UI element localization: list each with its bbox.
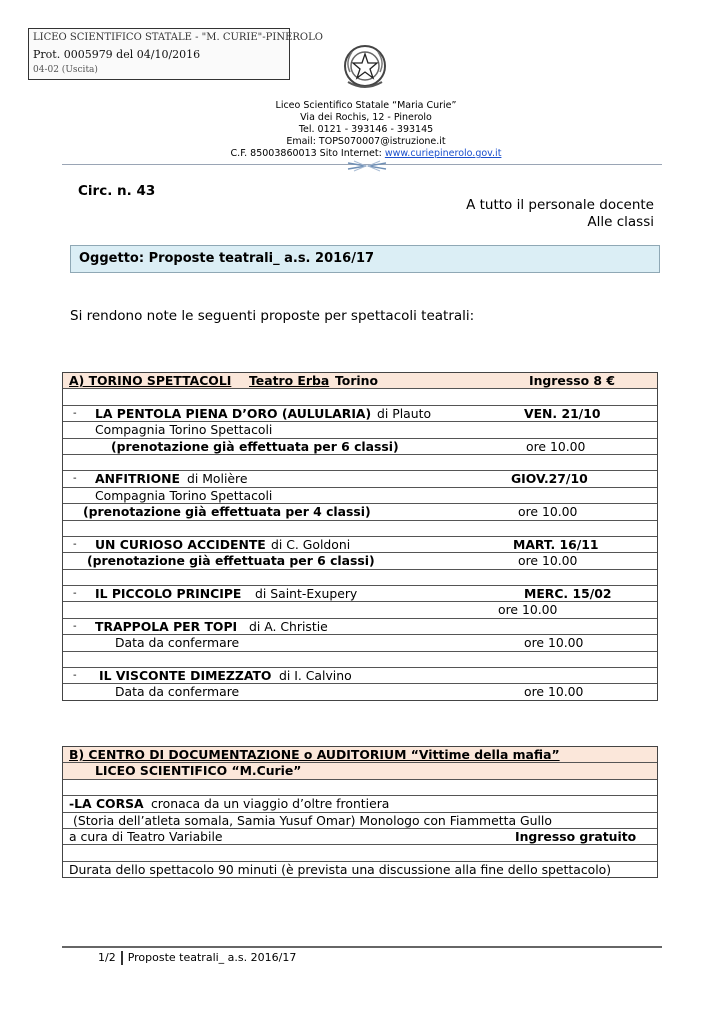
recipient-classes: Alle classi bbox=[587, 214, 654, 230]
show-company: Compagnia Torino Spettacoli bbox=[95, 422, 273, 438]
table-row bbox=[63, 455, 657, 471]
show-date: MERC. 15/02 bbox=[524, 586, 612, 602]
table-row bbox=[63, 602, 657, 618]
show-author: di C. Goldoni bbox=[271, 536, 351, 552]
table-row bbox=[63, 845, 657, 861]
circular-number: Circ. n. 43 bbox=[78, 183, 156, 199]
section-b-subtitle: LICEO SCIENTIFICO “M.Curie” bbox=[95, 763, 302, 779]
show-date: VEN. 21/10 bbox=[524, 405, 601, 421]
stamp-code: 04-02 (Uscita) bbox=[33, 65, 98, 75]
table-row: - LA PENTOLA PIENA D’ORO (AULULARIA) di Plauto VEN. 21/10 bbox=[63, 406, 657, 422]
section-a-price: Ingresso 8 € bbox=[529, 373, 615, 388]
school-tel: Tel. 0121 - 393146 - 393145 bbox=[298, 124, 434, 135]
italian-emblem-icon bbox=[340, 42, 390, 94]
table-row bbox=[63, 684, 657, 699]
school-email: Email: TOPS070007@istruzione.it bbox=[286, 136, 446, 147]
footer-divider bbox=[62, 946, 662, 948]
section-a-city: Torino bbox=[335, 373, 379, 388]
recipient-teachers: A tutto il personale docente bbox=[466, 197, 654, 213]
table-row bbox=[63, 652, 657, 668]
table-row bbox=[63, 488, 657, 504]
table-row: - TRAPPOLA PER TOPI di A. Christie bbox=[63, 619, 657, 635]
show-time: ore 10.00 bbox=[526, 438, 586, 454]
school-cf: C.F. 85003860013 Sito Internet: bbox=[230, 148, 382, 159]
show-time: ore 10.00 bbox=[498, 602, 558, 618]
show-note: Data da confermare bbox=[115, 684, 240, 700]
show-story: (Storia dell’atleta somala, Samia Yusuf Omar) Monologo con Fiammetta Gullo bbox=[73, 812, 552, 828]
show-time: ore 10.00 bbox=[524, 635, 584, 651]
table-row bbox=[63, 796, 657, 812]
table-row: - IL VISCONTE DIMEZZATO di I. Calvino bbox=[63, 668, 657, 684]
show-title: -LA CORSA bbox=[69, 796, 144, 812]
show-title: LA PENTOLA PIENA D’ORO (AULULARIA) bbox=[95, 405, 372, 421]
section-a-header-row bbox=[63, 373, 657, 389]
school-address: Via dei Rochis, 12 - Pinerolo bbox=[300, 112, 432, 123]
table-row bbox=[63, 521, 657, 537]
ornament-icon bbox=[346, 160, 388, 172]
table-row bbox=[63, 389, 657, 405]
table-row bbox=[63, 504, 657, 520]
show-author: di A. Christie bbox=[249, 618, 328, 634]
stamp-school: LICEO SCIENTIFICO STATALE - "M. CURIE"-PINEROLO bbox=[33, 32, 323, 43]
school-website-link[interactable]: www.curiepinerolo.gov.it bbox=[384, 148, 502, 159]
section-a-table bbox=[62, 372, 658, 701]
show-note: (prenotazione già effettuata per 4 classi) bbox=[83, 504, 371, 520]
stamp-protocol: Prot. 0005979 del 04/10/2016 bbox=[33, 48, 201, 61]
table-row bbox=[63, 862, 657, 877]
footer-title: Proposte teatrali_ a.s. 2016/17 bbox=[127, 951, 297, 964]
show-desc: cronaca da un viaggio d’oltre frontiera bbox=[151, 796, 390, 812]
section-a-theatre: Teatro Erba bbox=[249, 373, 330, 388]
show-note: (prenotazione già effettuata per 6 classi) bbox=[87, 553, 375, 569]
footer bbox=[98, 951, 296, 965]
show-author: di Saint-Exupery bbox=[255, 586, 358, 602]
table-row bbox=[63, 813, 657, 829]
table-row: - UN CURIOSO ACCIDENTE di C. Goldoni MART. 16/11 bbox=[63, 537, 657, 553]
show-curated: a cura di Teatro Variabile bbox=[69, 828, 223, 844]
show-company: Compagnia Torino Spettacoli bbox=[95, 487, 273, 503]
show-title: ANFITRIONE bbox=[95, 471, 181, 487]
table-row bbox=[63, 829, 657, 845]
subject-box bbox=[70, 245, 660, 273]
section-a-title: A) TORINO SPETTACOLI bbox=[69, 373, 232, 388]
section-b-header-row bbox=[63, 747, 657, 763]
show-title: TRAPPOLA PER TOPI bbox=[95, 618, 238, 634]
section-b-title: B) CENTRO DI DOCUMENTAZIONE o AUDITORIUM “Vittime della mafia” bbox=[69, 747, 560, 762]
table-row: - ANFITRIONE di Molière GIOV.27/10 bbox=[63, 471, 657, 487]
show-title: UN CURIOSO ACCIDENTE bbox=[95, 536, 266, 552]
section-b-price: Ingresso gratuito bbox=[515, 828, 637, 844]
show-title: IL PICCOLO PRINCIPE bbox=[95, 586, 242, 602]
table-row bbox=[63, 570, 657, 586]
show-title: IL VISCONTE DIMEZZATO bbox=[99, 668, 272, 684]
show-date: MART. 16/11 bbox=[513, 536, 599, 552]
show-time: ore 10.00 bbox=[524, 684, 584, 700]
show-author: di Molière bbox=[187, 471, 248, 487]
protocol-stamp bbox=[28, 28, 323, 80]
show-note: (prenotazione già effettuata per 6 classi) bbox=[111, 438, 399, 454]
school-cf-line bbox=[180, 148, 552, 160]
show-time: ore 10.00 bbox=[518, 504, 578, 520]
table-row bbox=[63, 422, 657, 438]
table-row bbox=[63, 553, 657, 569]
page-number: 1/2 bbox=[98, 951, 116, 964]
subject-text: Oggetto: Proposte teatrali_ a.s. 2016/17 bbox=[79, 251, 375, 266]
table-row bbox=[63, 780, 657, 796]
school-name: Liceo Scientifico Statale “Maria Curie” bbox=[275, 100, 457, 111]
table-row: - IL PICCOLO PRINCIPE di Saint-Exupery MERC. 15/02 bbox=[63, 586, 657, 602]
show-time: ore 10.00 bbox=[518, 553, 578, 569]
show-note: Data da confermare bbox=[115, 635, 240, 651]
show-date: GIOV.27/10 bbox=[511, 471, 588, 487]
show-duration: Durata dello spettacolo 90 minuti (è prevista una discussione alla fine dello spettacolo) bbox=[69, 861, 612, 877]
section-b-table bbox=[62, 746, 658, 878]
intro-text: Si rendono note le seguenti proposte per spettacoli teatrali: bbox=[70, 308, 475, 324]
table-row bbox=[63, 439, 657, 455]
table-row bbox=[63, 635, 657, 651]
show-author: di I. Calvino bbox=[279, 668, 352, 684]
section-b-subheader-row bbox=[63, 763, 657, 779]
show-author: di Plauto bbox=[377, 405, 432, 421]
